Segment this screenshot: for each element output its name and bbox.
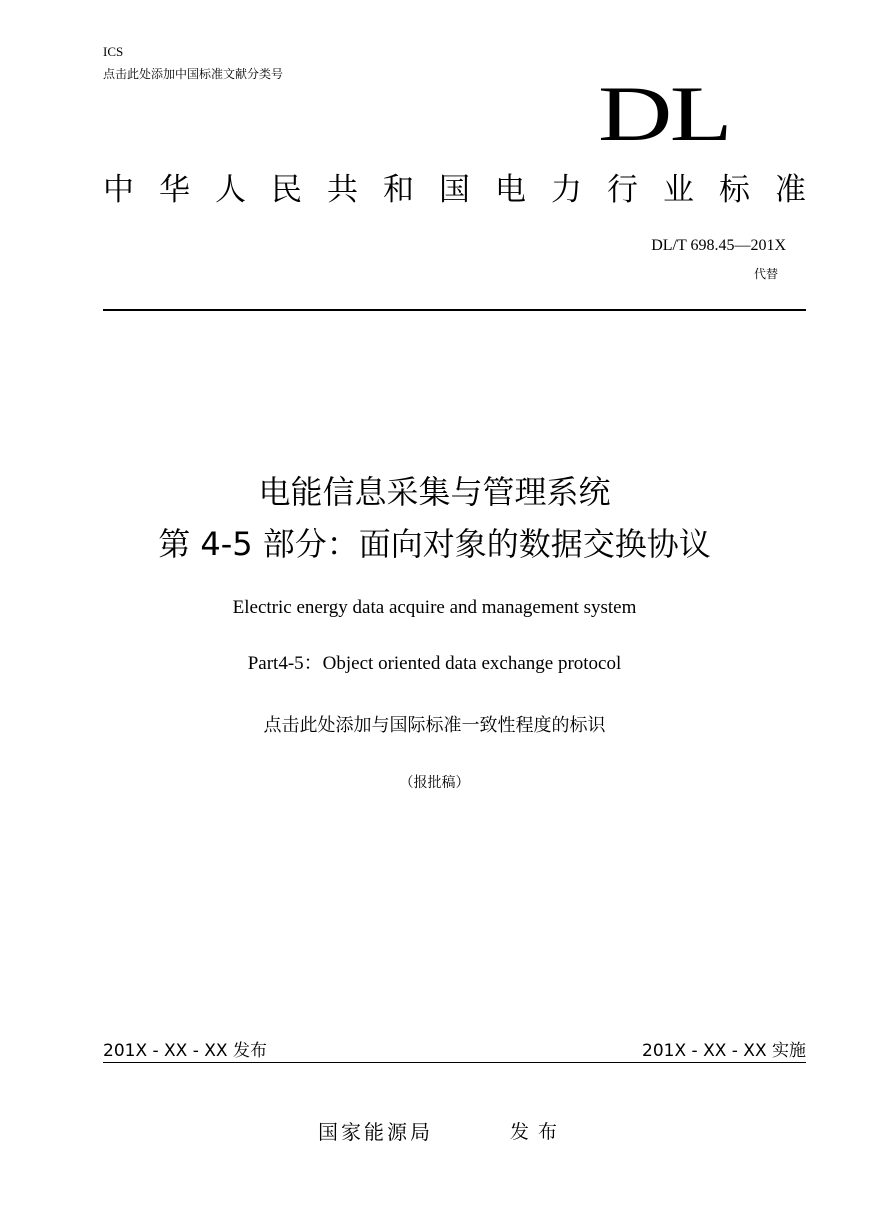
document-title-line2: 第 4-5 部分：面向对象的数据交换协议 [158,525,711,563]
standard-code: DL/T 698.45—201X [651,237,786,254]
implement-date: 201X - XX - XX 实施 [642,1041,806,1061]
publish-date: 201X - XX - XX 发布 [103,1041,267,1061]
classification-placeholder[interactable]: 点击此处添加中国标准文献分类号 [103,67,284,81]
issuing-authority: 国家能源局 [318,1120,433,1144]
header-divider [103,309,806,311]
footer-divider [103,1062,806,1063]
draft-status: （报批稿） [399,775,470,791]
ics-label: ICS [103,44,124,59]
issue-label: 发布 [510,1121,567,1143]
dl-logo: DL [598,70,730,157]
standard-organization: 中华人民共和国电力行业标准 [103,172,831,208]
consistency-placeholder[interactable]: 点击此处添加与国际标准一致性程度的标识 [263,715,606,736]
english-title-line1: Electric energy data acquire and management system [232,597,637,618]
document-title-line1: 电能信息采集与管理系统 [258,473,611,511]
english-title-line2: Part4-5：Object oriented data exchange protocol [247,653,622,674]
replaces-label: 代替 [753,267,778,281]
